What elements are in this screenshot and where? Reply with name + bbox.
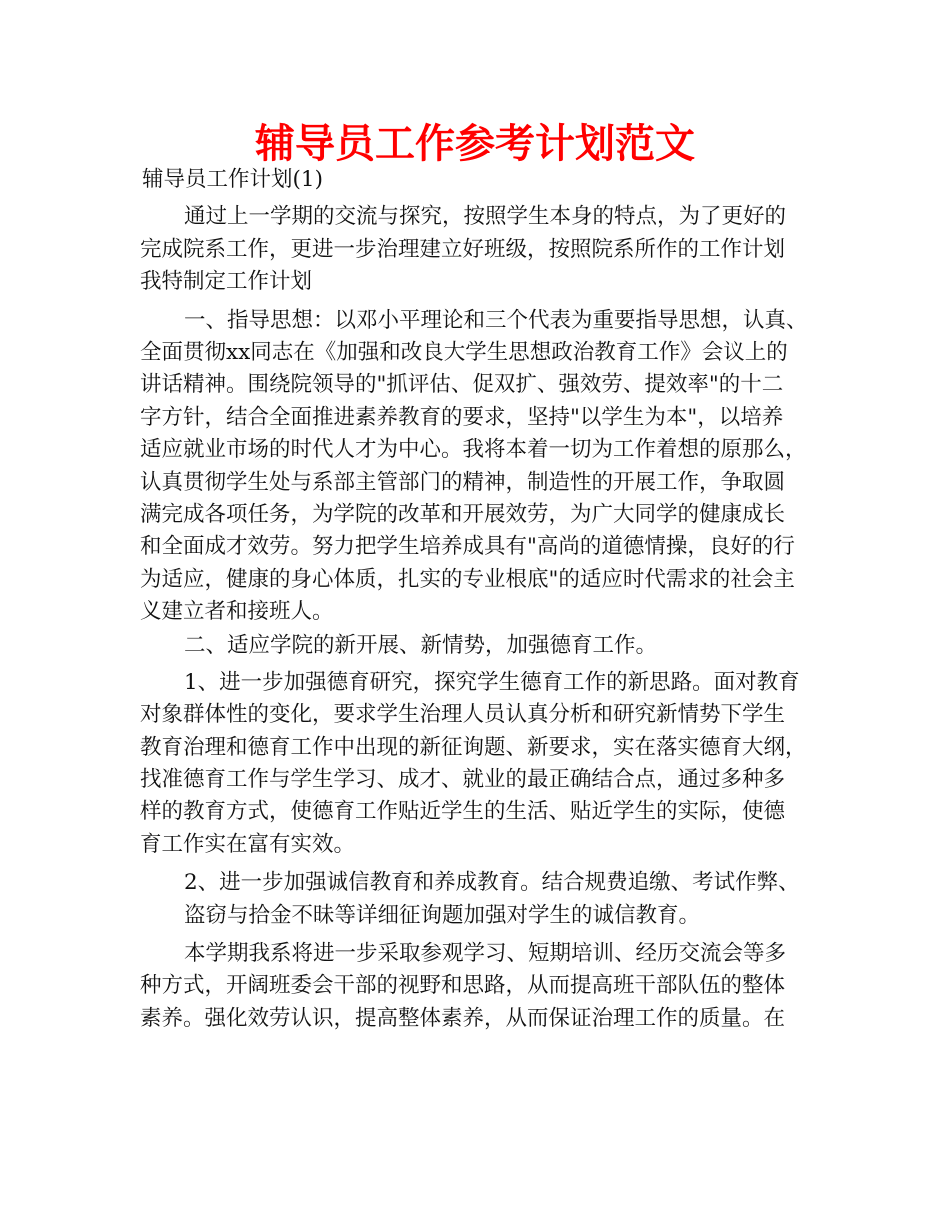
paragraph-section-two-heading xyxy=(140,630,816,662)
paragraph-line: 完成院系工作，更进一步治理建立好班级，按照院系所作的工作计划 xyxy=(140,236,786,262)
paragraph-line: 讲话精神。围绕院领导的"抓评估、促双扩、强效劳、提效率"的十二 xyxy=(140,372,784,398)
paragraph-class-committee xyxy=(140,938,816,1035)
paragraph-guiding-thought xyxy=(140,305,816,629)
document-title: 辅导员工作参考计划范文 xyxy=(255,121,695,167)
paragraph-line: 育工作实在富有实效。 xyxy=(140,831,356,857)
paragraph-line: 素养。强化效劳认识，提高整体素养，从而保证治理工作的质量。在 xyxy=(140,1005,786,1031)
paragraph-intro xyxy=(140,201,816,298)
paragraph-line: 全面贯彻xx同志在《加强和改良大学生思想政治教育工作》会议上的 xyxy=(140,339,788,365)
paragraph-line: 找准德育工作与学生学习、成才、就业的最正确结合点，通过多种多 xyxy=(140,767,786,793)
paragraph-line: 为适应，健康的身心体质，扎实的专业根底"的适应时代需求的社会主 xyxy=(140,566,795,592)
paragraph-integrity-education xyxy=(140,867,816,932)
paragraph-line: 认真贯彻学生处与系部主管部门的精神，制造性的开展工作，争取圆 xyxy=(140,469,786,495)
paragraph-line: 和全面成才效劳。努力把学生培养成具有"高尚的道德情操，良好的行 xyxy=(140,534,795,560)
paragraph-line: 适应就业市场的时代人才为中心。我将本着一切为工作着想的原那么， xyxy=(140,437,807,463)
paragraph-line: 通过上一学期的交流与探究，按照学生本身的特点，为了更好的 xyxy=(184,204,787,230)
paragraph-line: 本学期我系将进一步采取参观学习、短期培训、经历交流会等多 xyxy=(184,940,787,966)
paragraph-line: 盗窃与拾金不昧等详细征询题加强对学生的诚信教育。 xyxy=(184,902,701,928)
paragraph-line: 种方式，开阔班委会干部的视野和思路，从而提高班干部队伍的整体 xyxy=(140,973,786,999)
paragraph-line: 样的教育方式，使德育工作贴近学生的生活、贴近学生的实际，使德 xyxy=(140,799,786,825)
paragraph-line: 对象群体性的变化，要求学生治理人员认真分析和研究新情势下学生 xyxy=(140,702,786,728)
paragraph-line: 1、进一步加强德育研究，探究学生德育工作的新思路。面对教育 xyxy=(184,669,800,695)
paragraph-line: 义建立者和接班人。 xyxy=(140,599,334,625)
paragraph-line: 满完成各项任务，为学院的改革和开展效劳，为广大同学的健康成长 xyxy=(140,501,786,527)
paragraph-line: 教育治理和德育工作中出现的新征询题、新要求，实在落实德育大纲， xyxy=(140,734,807,760)
document-subtitle: 辅导员工作计划(1) xyxy=(142,167,323,192)
paragraph-line: 一、指导思想：以邓小平理论和三个代表为重要指导思想，认真、 xyxy=(184,307,808,333)
paragraph-moral-research xyxy=(140,667,816,861)
paragraph-line: 字方针，结合全面推进素养教育的要求，坚持"以学生为本"，以培养 xyxy=(140,404,784,430)
paragraph-line: 二、适应学院的新开展、新情势，加强德育工作。 xyxy=(184,633,658,659)
paragraph-line: 我特制定工作计划 xyxy=(140,269,313,295)
document-body xyxy=(140,164,816,1035)
paragraph-line: 2、进一步加强诚信教育和养成教育。结合规费追缴、考试作弊、 xyxy=(184,870,800,896)
